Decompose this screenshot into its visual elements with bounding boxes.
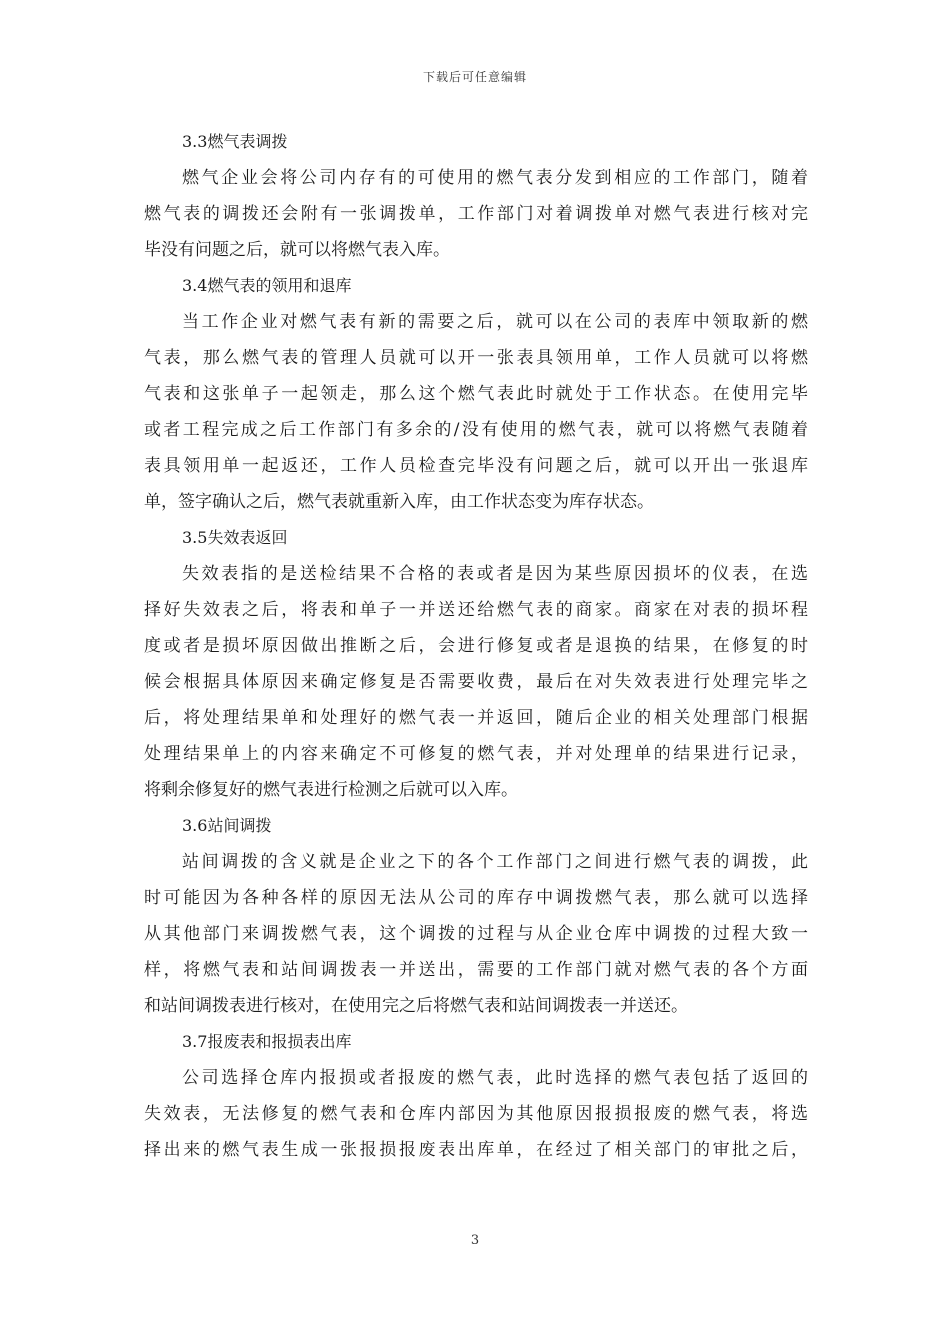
section-paragraph — [144, 1060, 808, 1168]
section-paragraph — [144, 556, 808, 808]
paragraph-line: 单，签字确认之后，燃气表就重新入库，由工作状态变为库存状态。 — [144, 492, 654, 512]
paragraph-line: 毕没有问题之后，就可以将燃气表入库。 — [144, 240, 450, 260]
paragraph-line: 样，将燃气表和站间调拨表一并送出，需要的工作部门就对燃气表的各个方面 — [144, 960, 808, 980]
section-heading: 3.6站间调拨 — [182, 816, 272, 835]
page-header: 下载后可任意编辑 — [422, 70, 527, 84]
section-heading: 3.3燃气表调拨 — [182, 132, 288, 151]
section-heading: 3.7报废表和报损表出库 — [182, 1032, 352, 1051]
paragraph-line: 气表和这张单子一起领走，那么这个燃气表此时就处于工作状态。在使用完毕 — [144, 384, 808, 404]
paragraph-line: 燃气表的调拨还会附有一张调拨单，工作部门对着调拨单对燃气表进行核对完 — [144, 204, 808, 224]
section-paragraph — [144, 160, 808, 268]
section — [144, 124, 808, 268]
paragraph-line: 择出来的燃气表生成一张报损报废表出库单，在经过了相关部门的审批之后， — [144, 1140, 808, 1160]
paragraph-line: 度或者是损坏原因做出推断之后，会进行修复或者是退换的结果，在修复的时 — [144, 636, 808, 656]
section-heading: 3.4燃气表的领用和退库 — [182, 276, 352, 295]
section-paragraph — [144, 304, 808, 520]
paragraph-line: 和站间调拨表进行核对，在使用完之后将燃气表和站间调拨表一并送还。 — [144, 996, 688, 1016]
paragraph-line: 站间调拨的含义就是企业之下的各个工作部门之间进行燃气表的调拨，此 — [182, 852, 808, 872]
paragraph-line: 时可能因为各种各样的原因无法从公司的库存中调拨燃气表，那么就可以选择 — [144, 888, 808, 908]
section — [144, 1024, 808, 1168]
paragraph-line: 气表，那么燃气表的管理人员就可以开一张表具领用单，工作人员就可以将燃 — [144, 348, 808, 368]
paragraph-line: 表具领用单一起返还，工作人员检查完毕没有问题之后，就可以开出一张退库 — [144, 456, 808, 476]
paragraph-line: 或者工程完成之后工作部门有多余的/没有使用的燃气表，就可以将燃气表随着 — [144, 420, 808, 440]
paragraph-line: 后，将处理结果单和处理好的燃气表一并返回，随后企业的相关处理部门根据 — [144, 708, 808, 728]
paragraph-line: 失效表，无法修复的燃气表和仓库内部因为其他原因报损报废的燃气表，将选 — [144, 1104, 808, 1124]
section — [144, 268, 808, 520]
document-body — [144, 124, 808, 1168]
paragraph-line: 公司选择仓库内报损或者报废的燃气表，此时选择的燃气表包括了返回的 — [182, 1068, 808, 1088]
paragraph-line: 择好失效表之后，将表和单子一并送还给燃气表的商家。商家在对表的损坏程 — [144, 600, 808, 620]
paragraph-line: 燃气企业会将公司内存有的可使用的燃气表分发到相应的工作部门，随着 — [182, 168, 808, 188]
paragraph-line: 当工作企业对燃气表有新的需要之后，就可以在公司的表库中领取新的燃 — [182, 312, 808, 332]
section-heading: 3.5失效表返回 — [182, 528, 288, 547]
section — [144, 520, 808, 808]
page-number: 3 — [470, 1233, 480, 1248]
section — [144, 808, 808, 1024]
paragraph-line: 处理结果单上的内容来确定不可修复的燃气表，并对处理单的结果进行记录， — [144, 744, 808, 764]
section-paragraph — [144, 844, 808, 1024]
paragraph-line: 失效表指的是送检结果不合格的表或者是因为某些原因损坏的仪表，在选 — [182, 564, 808, 584]
paragraph-line: 从其他部门来调拨燃气表，这个调拨的过程与从企业仓库中调拨的过程大致一 — [144, 924, 808, 944]
paragraph-line: 候会根据具体原因来确定修复是否需要收费，最后在对失效表进行处理完毕之 — [144, 672, 808, 692]
paragraph-line: 将剩余修复好的燃气表进行检测之后就可以入库。 — [144, 780, 518, 800]
